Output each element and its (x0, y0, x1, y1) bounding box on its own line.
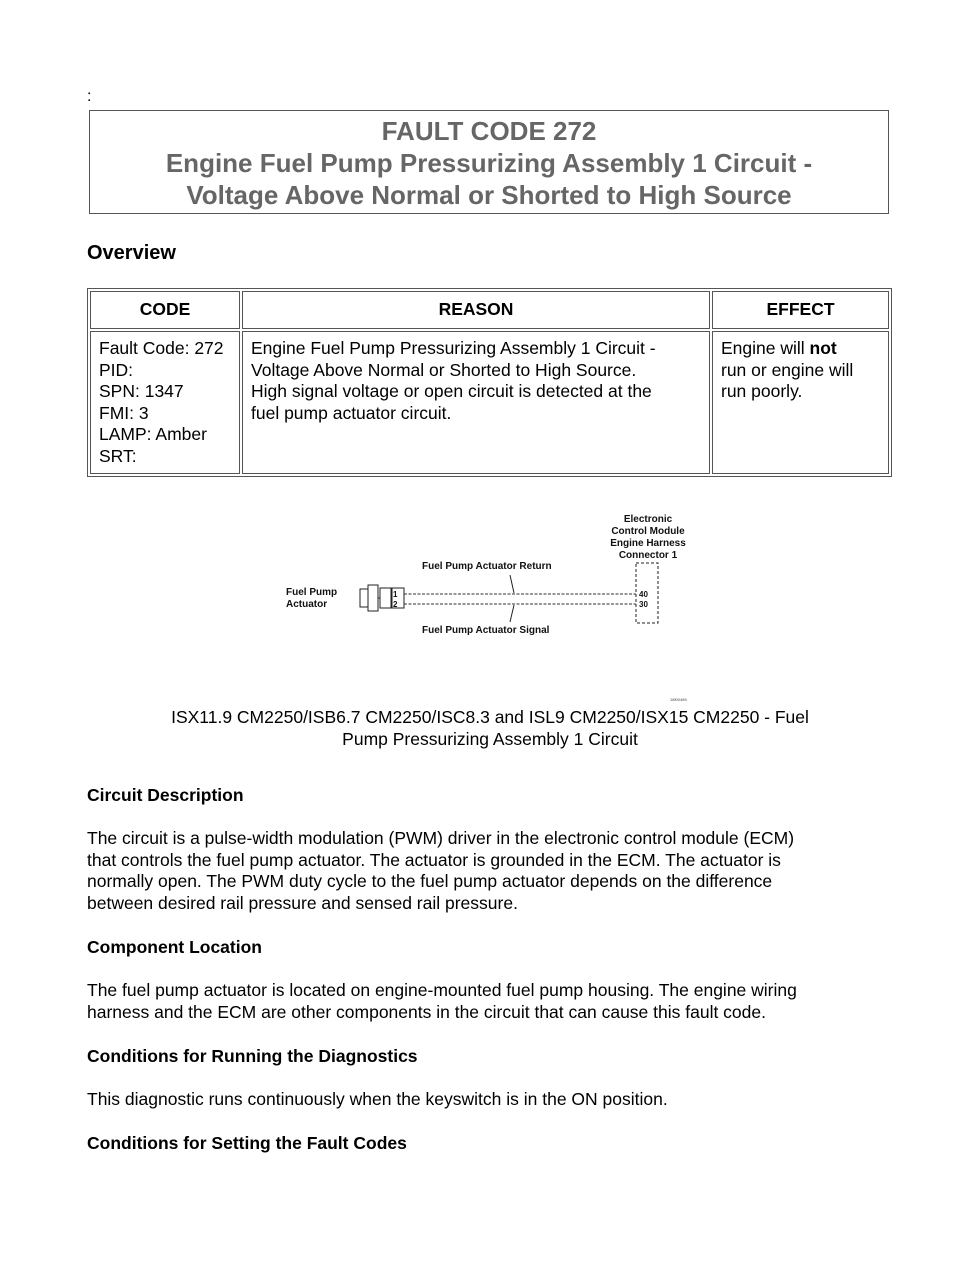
reason-line: Engine Fuel Pump Pressurizing Assembly 1 Circuit - (251, 338, 656, 358)
actuator-pin-label: 2 (393, 600, 398, 609)
ecm-label-line: Connector 1 (618, 550, 678, 561)
ecm-label-line: Engine Harness (610, 538, 686, 549)
wiring-diagram (280, 505, 720, 705)
table-row (90, 331, 889, 474)
code-line: PID: (99, 359, 134, 380)
effect-line: run or engine will (721, 359, 854, 380)
circuit-description-heading: Circuit Description (87, 785, 244, 805)
caption-line: ISX11.9 CM2250/ISB6.7 CM2250/ISC8.3 and ISL9 CM2250/ISX15 CM2250 - Fuel (171, 707, 809, 727)
reason-line: Voltage Above Normal or Shorted to High Source. (251, 359, 637, 380)
header-reason: REASON (242, 291, 710, 329)
actuator-pin-label: 1 (393, 590, 398, 599)
return-wire-label: Fuel Pump Actuator Return (422, 561, 552, 572)
reason-line: fuel pump actuator circuit. (251, 402, 452, 423)
fault-code-title: FAULT CODE 272 (381, 116, 597, 146)
figure-caption (120, 707, 860, 750)
paragraph-line: The fuel pump actuator is located on engine-mounted fuel pump housing. The engine wiring (87, 980, 797, 1000)
fault-description-line-1: Engine Fuel Pump Pressurizing Assembly 1 Circuit - (165, 148, 813, 178)
code-cell (90, 331, 240, 474)
header-effect: EFFECT (712, 291, 889, 329)
return-leader-line (510, 575, 514, 593)
effect-line (721, 338, 880, 360)
actuator-label-line: Actuator (286, 599, 328, 610)
reason-line: High signal voltage or open circuit is detected at the (251, 381, 652, 401)
paragraph-line: between desired rail pressure and sensed rail pressure. (87, 892, 518, 913)
effect-line: run poorly. (721, 381, 803, 401)
code-line: SRT: (99, 445, 137, 466)
paragraph-line: that controls the fuel pump actuator. The actuator is grounded in the ECM. The actuator is (87, 849, 781, 870)
code-line: Fault Code: 272 (99, 338, 224, 358)
ecm-pin-label: 30 (639, 600, 648, 609)
ecm-label-line: Electronic (623, 514, 673, 525)
reason-cell (242, 331, 710, 474)
signal-leader-line (510, 605, 514, 622)
effect-text: Engine will (721, 338, 810, 358)
component-location-text (87, 980, 877, 1023)
figure-id: 18f00489 (670, 697, 687, 702)
effect-emphasis: not (809, 338, 837, 358)
header-code: CODE (90, 291, 240, 329)
overview-table (87, 288, 892, 477)
paragraph-line: normally open. The PWM duty cycle to the fuel pump actuator depends on the difference (87, 871, 773, 891)
effect-cell (712, 331, 889, 474)
signal-wire-label: Fuel Pump Actuator Signal (422, 625, 550, 636)
actuator-connector-icon (360, 585, 392, 611)
setting-fault-codes-heading: Conditions for Setting the Fault Codes (87, 1133, 407, 1153)
code-line: FMI: 3 (99, 402, 149, 423)
ecm-label-line: Control Module (611, 526, 685, 537)
leading-colon: : (87, 88, 92, 105)
overview-heading: Overview (87, 242, 176, 264)
fault-code-title-box (89, 110, 889, 214)
running-diagnostics-heading: Conditions for Running the Diagnostics (87, 1046, 418, 1066)
actuator-label-line: Fuel Pump (286, 587, 338, 598)
component-location-heading: Component Location (87, 937, 262, 957)
circuit-description-text (87, 828, 877, 914)
code-line: SPN: 1347 (99, 381, 184, 401)
paragraph-line: The circuit is a pulse-width modulation (PWM) driver in the electronic control module (ECM) (87, 828, 795, 848)
caption-line: Pump Pressurizing Assembly 1 Circuit (342, 728, 638, 749)
code-line: LAMP: Amber (99, 424, 207, 444)
ecm-pin-label: 40 (639, 590, 648, 599)
fault-description-line-2: Voltage Above Normal or Shorted to High Source (186, 180, 792, 210)
running-diagnostics-text: This diagnostic runs continuously when the keyswitch is in the ON position. (87, 1089, 668, 1109)
table-header-row (90, 291, 889, 329)
paragraph-line: harness and the ECM are other components in the circuit that can cause this fault code. (87, 1001, 766, 1022)
harness-wires (404, 594, 636, 604)
